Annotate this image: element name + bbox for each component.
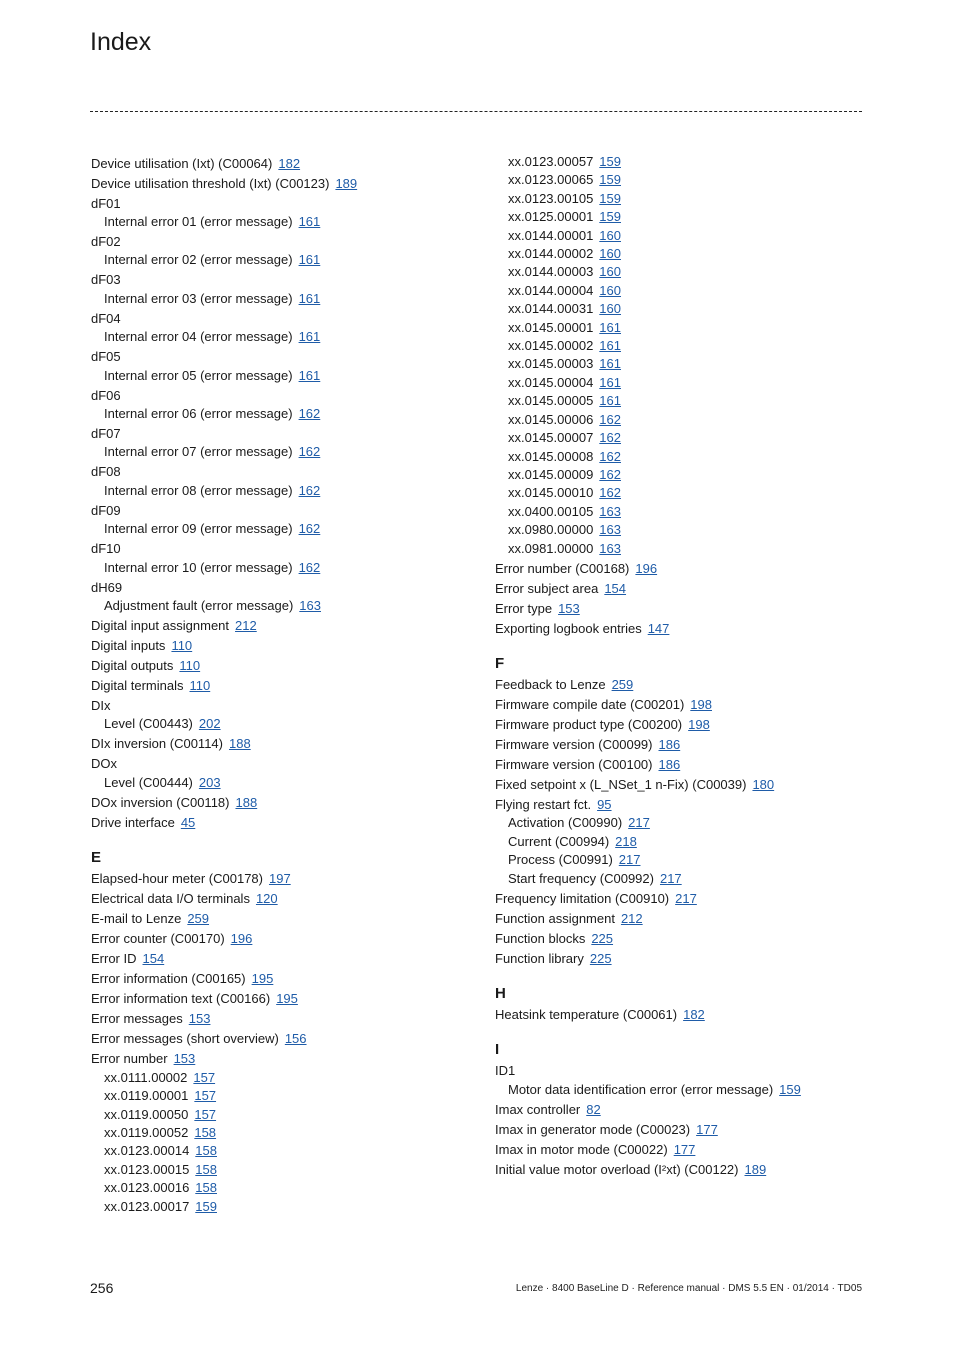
index-subentry (91, 1142, 481, 1160)
index-subentry (495, 392, 875, 410)
page-link[interactable]: 188 (235, 794, 258, 810)
page-link[interactable]: 157 (194, 1106, 217, 1122)
entry-text: Error type (495, 600, 553, 616)
index-entry (495, 560, 875, 578)
entry-text: Heatsink temperature (C00061) (495, 1006, 678, 1022)
entry-text: Internal error 06 (error message) (104, 406, 293, 422)
entry-text: xx.0123.00065 (508, 172, 594, 188)
page-link[interactable]: 196 (635, 560, 658, 576)
page-link[interactable]: 153 (188, 1011, 211, 1027)
page-link[interactable]: 162 (298, 406, 321, 422)
page-link[interactable]: 162 (599, 485, 621, 501)
entry-text: xx.0145.00002 (508, 338, 594, 354)
entry-text: Motor data identification error (error message) (508, 1081, 774, 1097)
index-entry (91, 735, 481, 753)
page-link[interactable]: 203 (198, 774, 221, 790)
index-subentry (495, 833, 875, 851)
entry-text: Current (C00994) (508, 833, 610, 849)
entry-text: dF09 (91, 502, 121, 518)
page-link[interactable]: 157 (193, 1069, 216, 1085)
index-entry (91, 233, 481, 251)
page-link[interactable]: 160 (599, 301, 621, 317)
entry-text: Error information (C00165) (91, 971, 246, 987)
index-entry (495, 950, 875, 968)
page-link[interactable]: 212 (620, 910, 643, 926)
index-subentry (495, 1081, 875, 1099)
page-link[interactable]: 161 (298, 367, 321, 383)
entry-text: Firmware product type (C00200) (495, 716, 683, 732)
entry-text: xx.0145.00004 (508, 374, 594, 390)
index-entry (91, 271, 481, 289)
entry-text: Electrical data I/O terminals (91, 891, 250, 907)
entry-text: dF04 (91, 310, 121, 326)
entry-text: Imax controller (495, 1101, 581, 1117)
entry-text: Level (C00444) (104, 774, 193, 790)
entry-text: Error ID (91, 951, 137, 967)
index-entry (495, 736, 875, 754)
page-link[interactable]: 162 (599, 430, 621, 446)
entry-text: ID1 (495, 1063, 516, 1079)
index-entry (91, 195, 481, 213)
entry-text: Feedback to Lenze (495, 676, 606, 692)
page-link[interactable]: 182 (278, 155, 301, 171)
index-subentry (495, 521, 875, 539)
index-entry (91, 890, 481, 908)
page-link[interactable]: 195 (276, 991, 298, 1007)
index-entry (91, 950, 481, 968)
index-subentry (91, 482, 481, 500)
index-entry (495, 676, 875, 694)
page-link[interactable]: 153 (173, 1051, 196, 1067)
index-entry (91, 1050, 481, 1068)
entry-text: dF03 (91, 272, 121, 288)
entry-text: Digital terminals (91, 678, 184, 694)
index-entry (495, 696, 875, 714)
entry-text: Internal error 10 (error message) (104, 559, 293, 575)
page-link[interactable]: 182 (683, 1006, 705, 1022)
section-letter: I (495, 1041, 500, 1059)
index-entry (91, 657, 481, 675)
entry-text: xx.0144.00001 (508, 227, 594, 243)
entry-text: Digital outputs (91, 658, 174, 674)
index-subentry (495, 319, 875, 337)
page-link[interactable]: 162 (298, 444, 321, 460)
index-entry (91, 502, 481, 520)
page-link[interactable]: 147 (647, 620, 670, 636)
entry-text: Exporting logbook entries (495, 620, 642, 636)
index-subentry (91, 1069, 481, 1087)
entry-text: Internal error 03 (error message) (104, 290, 293, 306)
index-subentry (91, 290, 481, 308)
page-link[interactable]: 198 (690, 696, 712, 712)
page-link[interactable]: 259 (611, 676, 634, 692)
entry-text: xx.0123.00016 (104, 1180, 190, 1196)
index-subentry (91, 559, 481, 577)
index-entry (495, 716, 875, 734)
page-link[interactable]: 161 (599, 319, 621, 335)
index-subentry (495, 814, 875, 832)
page-link[interactable]: 162 (599, 448, 621, 464)
index-entry (495, 1141, 875, 1159)
page-link[interactable]: 186 (658, 756, 681, 772)
index-column-left (91, 153, 481, 1216)
page-link[interactable]: 159 (195, 1198, 217, 1214)
entry-text: xx.0145.00003 (508, 356, 594, 372)
entry-text: xx.0119.00052 (104, 1124, 189, 1140)
index-entry (91, 870, 481, 888)
page-link[interactable]: 177 (673, 1141, 696, 1157)
index-entry (495, 1121, 875, 1139)
index-entry (495, 580, 875, 598)
entry-text: Internal error 09 (error message) (104, 521, 293, 537)
page-title: Index (90, 28, 152, 56)
page-link[interactable]: 110 (179, 658, 201, 674)
entry-text: Initial value motor overload (I²xt) (C00122) (495, 1161, 739, 1177)
index-subentry (91, 597, 481, 615)
entry-text: xx.0123.00017 (104, 1198, 190, 1214)
page-link[interactable]: 82 (586, 1101, 601, 1117)
index-subentry (495, 484, 875, 502)
page-link[interactable]: 95 (597, 796, 612, 812)
page-link[interactable]: 225 (589, 950, 612, 966)
entry-text: xx.0119.00001 (104, 1088, 189, 1104)
index-entry (91, 697, 481, 715)
entry-text: xx.0119.00050 (104, 1106, 189, 1122)
entry-text: Process (C00991) (508, 852, 613, 868)
entry-text: xx.0145.00006 (508, 411, 594, 427)
index-entry (91, 814, 481, 832)
index-entry (91, 425, 481, 443)
page-link[interactable]: 160 (599, 282, 621, 298)
page-link[interactable]: 161 (298, 214, 321, 229)
entry-text: Level (C00443) (104, 716, 193, 732)
entry-text: Internal error 02 (error message) (104, 252, 293, 268)
index-entry (91, 387, 481, 405)
entry-text: xx.0123.00015 (104, 1161, 190, 1177)
page-link[interactable]: 159 (599, 172, 621, 188)
page-link[interactable]: 161 (599, 356, 621, 372)
page-link[interactable]: 158 (195, 1180, 217, 1196)
page-link[interactable]: 110 (189, 678, 211, 694)
index-subentry (91, 1198, 481, 1216)
index-subentry (495, 355, 875, 373)
entry-text: DIx (91, 698, 111, 714)
entry-text: DIx inversion (C00114) (91, 736, 223, 752)
entry-text: xx.0144.00002 (508, 246, 594, 262)
index-entry (91, 540, 481, 558)
entry-text: xx.0144.00031 (508, 301, 594, 317)
index-subentry (91, 1106, 481, 1124)
entry-text: Function assignment (495, 910, 615, 926)
entry-text: Error number (C00168) (495, 560, 630, 576)
index-subentry (495, 540, 875, 558)
index-subentry (91, 213, 481, 231)
entry-text: dF07 (91, 426, 121, 442)
entry-text: Device utilisation (Ixt) (C00064) (91, 155, 273, 171)
entry-text: Error information text (C00166) (91, 991, 271, 1007)
entry-text: Function blocks (495, 930, 586, 946)
index-entry (91, 677, 481, 695)
index-subentry (495, 245, 875, 263)
page-link[interactable]: 162 (599, 466, 621, 482)
page-link[interactable]: 161 (298, 329, 321, 345)
index-subentry (495, 466, 875, 484)
page-link[interactable]: 163 (599, 503, 621, 519)
entry-text: dH69 (91, 579, 123, 595)
index-subentry (495, 263, 875, 281)
page-link[interactable]: 186 (658, 736, 681, 752)
page-link[interactable]: 158 (195, 1161, 217, 1177)
entry-text: Drive interface (91, 814, 175, 830)
page-link[interactable]: 156 (284, 1031, 307, 1047)
entry-text: Error subject area (495, 580, 599, 596)
entry-text: Flying restart fct. (495, 796, 592, 812)
entry-text: Firmware compile date (C00201) (495, 696, 685, 712)
page-link[interactable]: 161 (298, 252, 321, 268)
index-subentry (495, 851, 875, 869)
index-entry (495, 796, 875, 814)
entry-text: Error messages (short overview) (91, 1031, 279, 1047)
index-subentry (91, 1179, 481, 1197)
section-letter: E (91, 849, 102, 867)
page-link[interactable]: 110 (171, 638, 193, 654)
entry-text: Firmware version (C00099) (495, 736, 653, 752)
page-link[interactable]: 160 (599, 264, 621, 280)
entry-text: Function library (495, 950, 584, 966)
page-link[interactable]: 177 (696, 1121, 718, 1137)
header-rule (90, 111, 862, 112)
page-link[interactable]: 217 (659, 870, 682, 886)
entry-text: Adjustment fault (error message) (104, 598, 294, 614)
entry-text: xx.0123.00105 (508, 190, 594, 206)
page-link[interactable]: 225 (591, 930, 614, 946)
page-link[interactable]: 259 (187, 911, 210, 927)
page-link[interactable]: 180 (752, 776, 775, 792)
page-link[interactable]: 160 (599, 246, 621, 262)
page-link[interactable]: 163 (599, 522, 621, 538)
index-entry (495, 1006, 875, 1024)
page-link[interactable]: 161 (298, 290, 321, 306)
index-subentry (91, 1161, 481, 1179)
page-link[interactable]: 159 (779, 1081, 801, 1097)
page-link[interactable]: 198 (688, 716, 710, 732)
entry-text: Fixed setpoint x (L_NSet_1 n-Fix) (C00039) (495, 776, 747, 792)
index-entry (91, 1010, 481, 1028)
index-subentry (91, 405, 481, 423)
page-link[interactable]: 162 (298, 482, 321, 498)
index-entry (91, 617, 481, 635)
entry-text: Device utilisation threshold (Ixt) (C00123) (91, 175, 330, 191)
index-entry (495, 910, 875, 928)
entry-text: Error counter (C00170) (91, 931, 225, 947)
index-entry (91, 1030, 481, 1048)
index-entry (91, 175, 481, 193)
page-link[interactable]: 161 (599, 393, 621, 409)
page-link[interactable]: 159 (599, 190, 621, 206)
page-link[interactable]: 159 (599, 209, 621, 225)
index-subentry (495, 153, 875, 171)
index-entry (495, 930, 875, 948)
index-subentry (495, 337, 875, 355)
entry-text: xx.0145.00007 (508, 430, 594, 446)
entry-text: Imax in motor mode (C00022) (495, 1141, 668, 1157)
entry-text: Digital input assignment (91, 618, 230, 634)
index-entry (91, 463, 481, 481)
index-subentry (91, 367, 481, 385)
index-entry (91, 637, 481, 655)
index-entry (91, 348, 481, 366)
entry-text: xx.0123.00057 (508, 154, 594, 169)
index-subentry (91, 715, 481, 733)
page-link[interactable]: 188 (228, 736, 251, 752)
index-subentry (495, 282, 875, 300)
page-link[interactable]: 160 (599, 227, 621, 243)
index-entry (91, 310, 481, 328)
index-subentry (495, 429, 875, 447)
index-entry (495, 1161, 875, 1179)
entry-text: Elapsed-hour meter (C00178) (91, 871, 263, 887)
page-link[interactable]: 212 (235, 618, 257, 634)
page-link[interactable]: 189 (744, 1161, 767, 1177)
index-entry (91, 155, 481, 173)
index-entry (91, 990, 481, 1008)
page-link[interactable]: 157 (194, 1088, 217, 1104)
page-link[interactable]: 202 (198, 716, 221, 732)
index-subentry (495, 448, 875, 466)
page-number: 256 (90, 1280, 114, 1296)
page-link[interactable]: 217 (628, 815, 650, 831)
entry-text: xx.0980.00000 (508, 522, 594, 538)
entry-text: Internal error 01 (error message) (104, 214, 293, 229)
index-subentry (495, 503, 875, 521)
entry-text: Internal error 04 (error message) (104, 329, 293, 345)
index-subentry (495, 411, 875, 429)
page-link[interactable]: 161 (599, 338, 621, 354)
page-link[interactable]: 163 (299, 598, 321, 614)
page-link[interactable]: 153 (558, 600, 580, 616)
page-link[interactable]: 161 (599, 374, 621, 390)
section-letter: H (495, 984, 506, 1002)
page-link[interactable]: 158 (195, 1143, 217, 1159)
index-subentry (495, 190, 875, 208)
entry-text: Digital inputs (91, 638, 166, 654)
entry-text: Frequency limitation (C00910) (495, 890, 670, 906)
entry-text: xx.0123.00014 (104, 1143, 190, 1159)
entry-text: Activation (C00990) (508, 815, 623, 831)
index-column-right (495, 153, 875, 1179)
entry-text: dF05 (91, 349, 121, 365)
entry-text: Firmware version (C00100) (495, 756, 653, 772)
page-link[interactable]: 218 (615, 833, 637, 849)
entry-text: Imax in generator mode (C00023) (495, 1121, 691, 1137)
entry-text: xx.0145.00001 (508, 319, 594, 335)
page-link[interactable]: 196 (230, 931, 253, 947)
page-link[interactable]: 154 (142, 951, 165, 967)
section-letter: F (495, 654, 505, 672)
entry-text: E-mail to Lenze (91, 911, 182, 927)
entry-text: dF10 (91, 541, 121, 557)
entry-text: dF01 (91, 195, 121, 211)
page-link[interactable]: 217 (618, 852, 641, 868)
page-link[interactable]: 159 (599, 154, 621, 169)
entry-text: DOx (91, 756, 117, 772)
entry-text: xx.0145.00005 (508, 393, 594, 409)
index-entry (495, 1101, 875, 1119)
page-link[interactable]: 195 (251, 971, 274, 987)
index-subentry (495, 870, 875, 888)
entry-text: Error messages (91, 1011, 183, 1027)
entry-text: xx.0145.00010 (508, 485, 594, 501)
index-subentry (495, 227, 875, 245)
index-subentry (91, 1087, 481, 1105)
index-entry (91, 755, 481, 773)
entry-text: Error number (91, 1051, 168, 1067)
entry-text: xx.0400.00105 (508, 503, 594, 519)
index-subentry (91, 251, 481, 269)
index-subentry (91, 443, 481, 461)
index-entry (495, 600, 875, 618)
page-link[interactable]: 158 (194, 1124, 217, 1140)
entry-text: xx.0145.00008 (508, 448, 594, 464)
entry-text: xx.0144.00003 (508, 264, 594, 280)
index-entry (91, 794, 481, 812)
index-subentry (91, 328, 481, 346)
index-subentry (91, 774, 481, 792)
page-link[interactable]: 162 (599, 411, 621, 427)
entry-text: xx.0981.00000 (508, 540, 594, 556)
page-link[interactable]: 45 (180, 814, 196, 830)
entry-text: dF08 (91, 464, 121, 480)
page-link[interactable]: 162 (298, 521, 321, 537)
entry-text: Internal error 08 (error message) (104, 482, 293, 498)
index-subentry (495, 208, 875, 226)
index-entry (91, 970, 481, 988)
index-subentry (495, 171, 875, 189)
entry-text: Internal error 07 (error message) (104, 444, 293, 460)
index-subentry (91, 1124, 481, 1142)
page-link[interactable]: 163 (599, 540, 621, 556)
page-link[interactable]: 197 (268, 871, 291, 887)
index-entry (495, 620, 875, 638)
index-entry (91, 579, 481, 597)
entry-text: xx.0145.00009 (508, 466, 594, 482)
entry-text: xx.0111.00002 (104, 1069, 188, 1085)
page-link[interactable]: 189 (335, 175, 358, 191)
entry-text: dF06 (91, 387, 121, 403)
entry-text: dF02 (91, 234, 121, 249)
entry-text: Start frequency (C00992) (508, 870, 654, 886)
index-subentry (91, 520, 481, 538)
index-entry (495, 756, 875, 774)
index-entry (495, 776, 875, 794)
page-link[interactable]: 217 (675, 890, 697, 906)
page-link[interactable]: 162 (298, 559, 321, 575)
page-link[interactable]: 120 (255, 891, 278, 907)
index-entry (495, 1062, 875, 1080)
index-entry (91, 910, 481, 928)
entry-text: xx.0144.00004 (508, 282, 594, 298)
index-subentry (495, 300, 875, 318)
index-entry (495, 890, 875, 908)
page-link[interactable]: 154 (604, 580, 627, 596)
index-entry (91, 930, 481, 948)
entry-text: DOx inversion (C00118) (91, 794, 230, 810)
entry-text: xx.0125.00001 (508, 209, 594, 225)
index-subentry (495, 374, 875, 392)
entry-text: Internal error 05 (error message) (104, 367, 293, 383)
document-info: Lenze · 8400 BaseLine D · Reference manual · DMS 5.5 EN · 01/2014 · TD05 (515, 1283, 862, 1294)
